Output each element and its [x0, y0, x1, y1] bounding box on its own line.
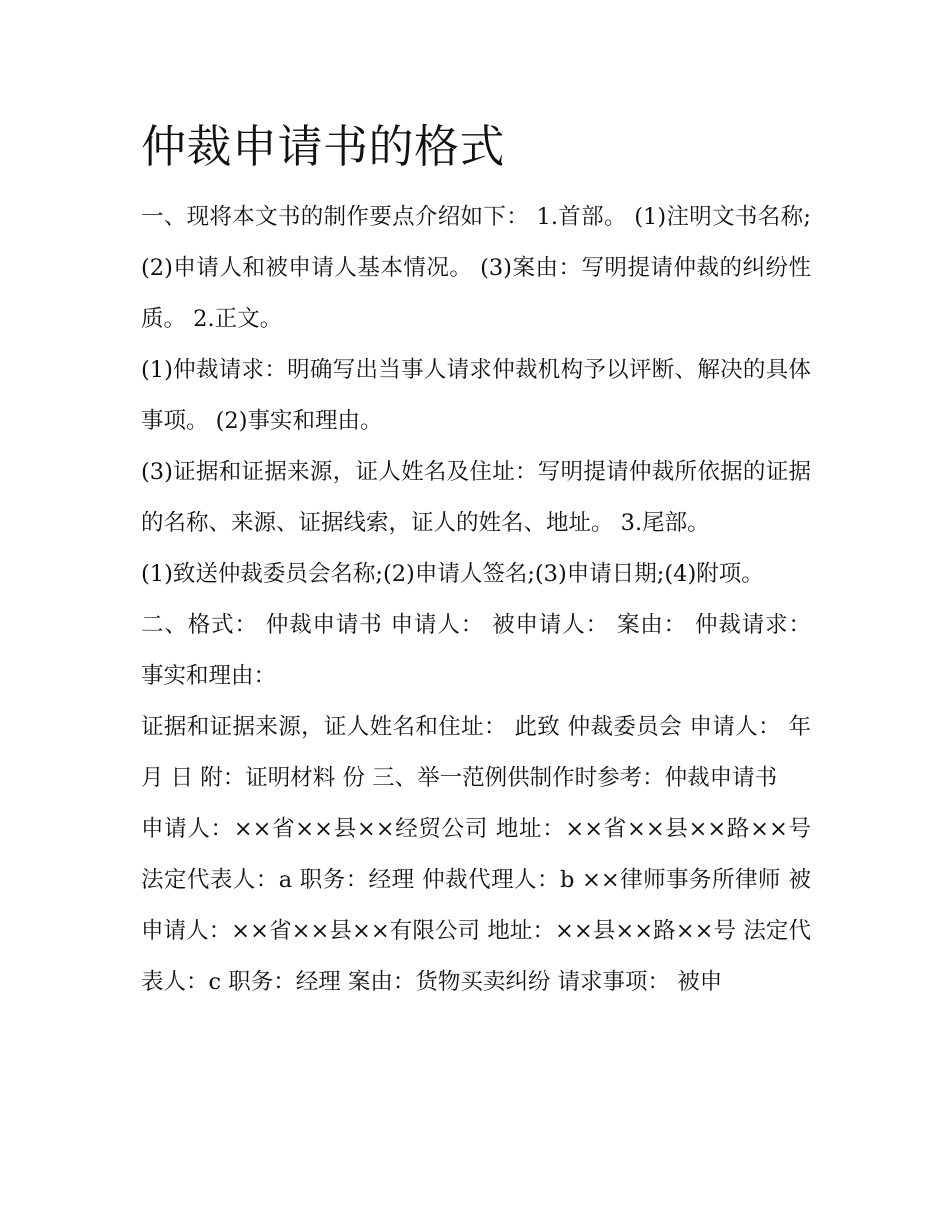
paragraph-drafting-points-header: 一、现将本文书的制作要点介绍如下： 1.首部。 (1)注明文书名称; (2)申请人和被申请人基本情况。 (3)案由：写明提请仲裁的纠纷性质。 2.正文。	[141, 204, 811, 332]
paragraph-arbitration-request: (1)仲裁请求：明确写出当事人请求仲裁机构予以评断、解决的具体事项。 (2)事实和理由。	[141, 357, 811, 434]
paragraph-format-continued: 证据和证据来源，证人姓名和住址： 此致 仲裁委员会 申请人： 年 月 日 附：证明材料 份 三、举一范例供制作时参考：仲裁申请书	[141, 714, 811, 791]
paragraph-example: 申请人：××省××县××经贸公司 地址：××省××县××路××号 法定代表人：a 职务：经理 仲裁代理人：b ××律师事务所律师 被申请人：××省××县××有限公司 地址：××县××路××号 法定代表人：c 职务：经理 案由：货物买卖纠纷 请求事项： 被申	[141, 816, 811, 995]
document-page	[141, 112, 811, 1008]
paragraph-tail-items: (1)致送仲裁委员会名称;(2)申请人签名;(3)申请日期;(4)附项。	[141, 561, 764, 587]
paragraph-evidence: (3)证据和证据来源，证人姓名及住址：写明提请仲裁所依据的证据的名称、来源、证据线索，证人的姓名、地址。 3.尾部。	[141, 459, 811, 536]
document-title: 仲裁申请书的格式	[141, 120, 506, 173]
paragraph-format: 二、格式： 仲裁申请书 申请人： 被申请人： 案由： 仲裁请求： 事实和理由：	[141, 612, 811, 689]
